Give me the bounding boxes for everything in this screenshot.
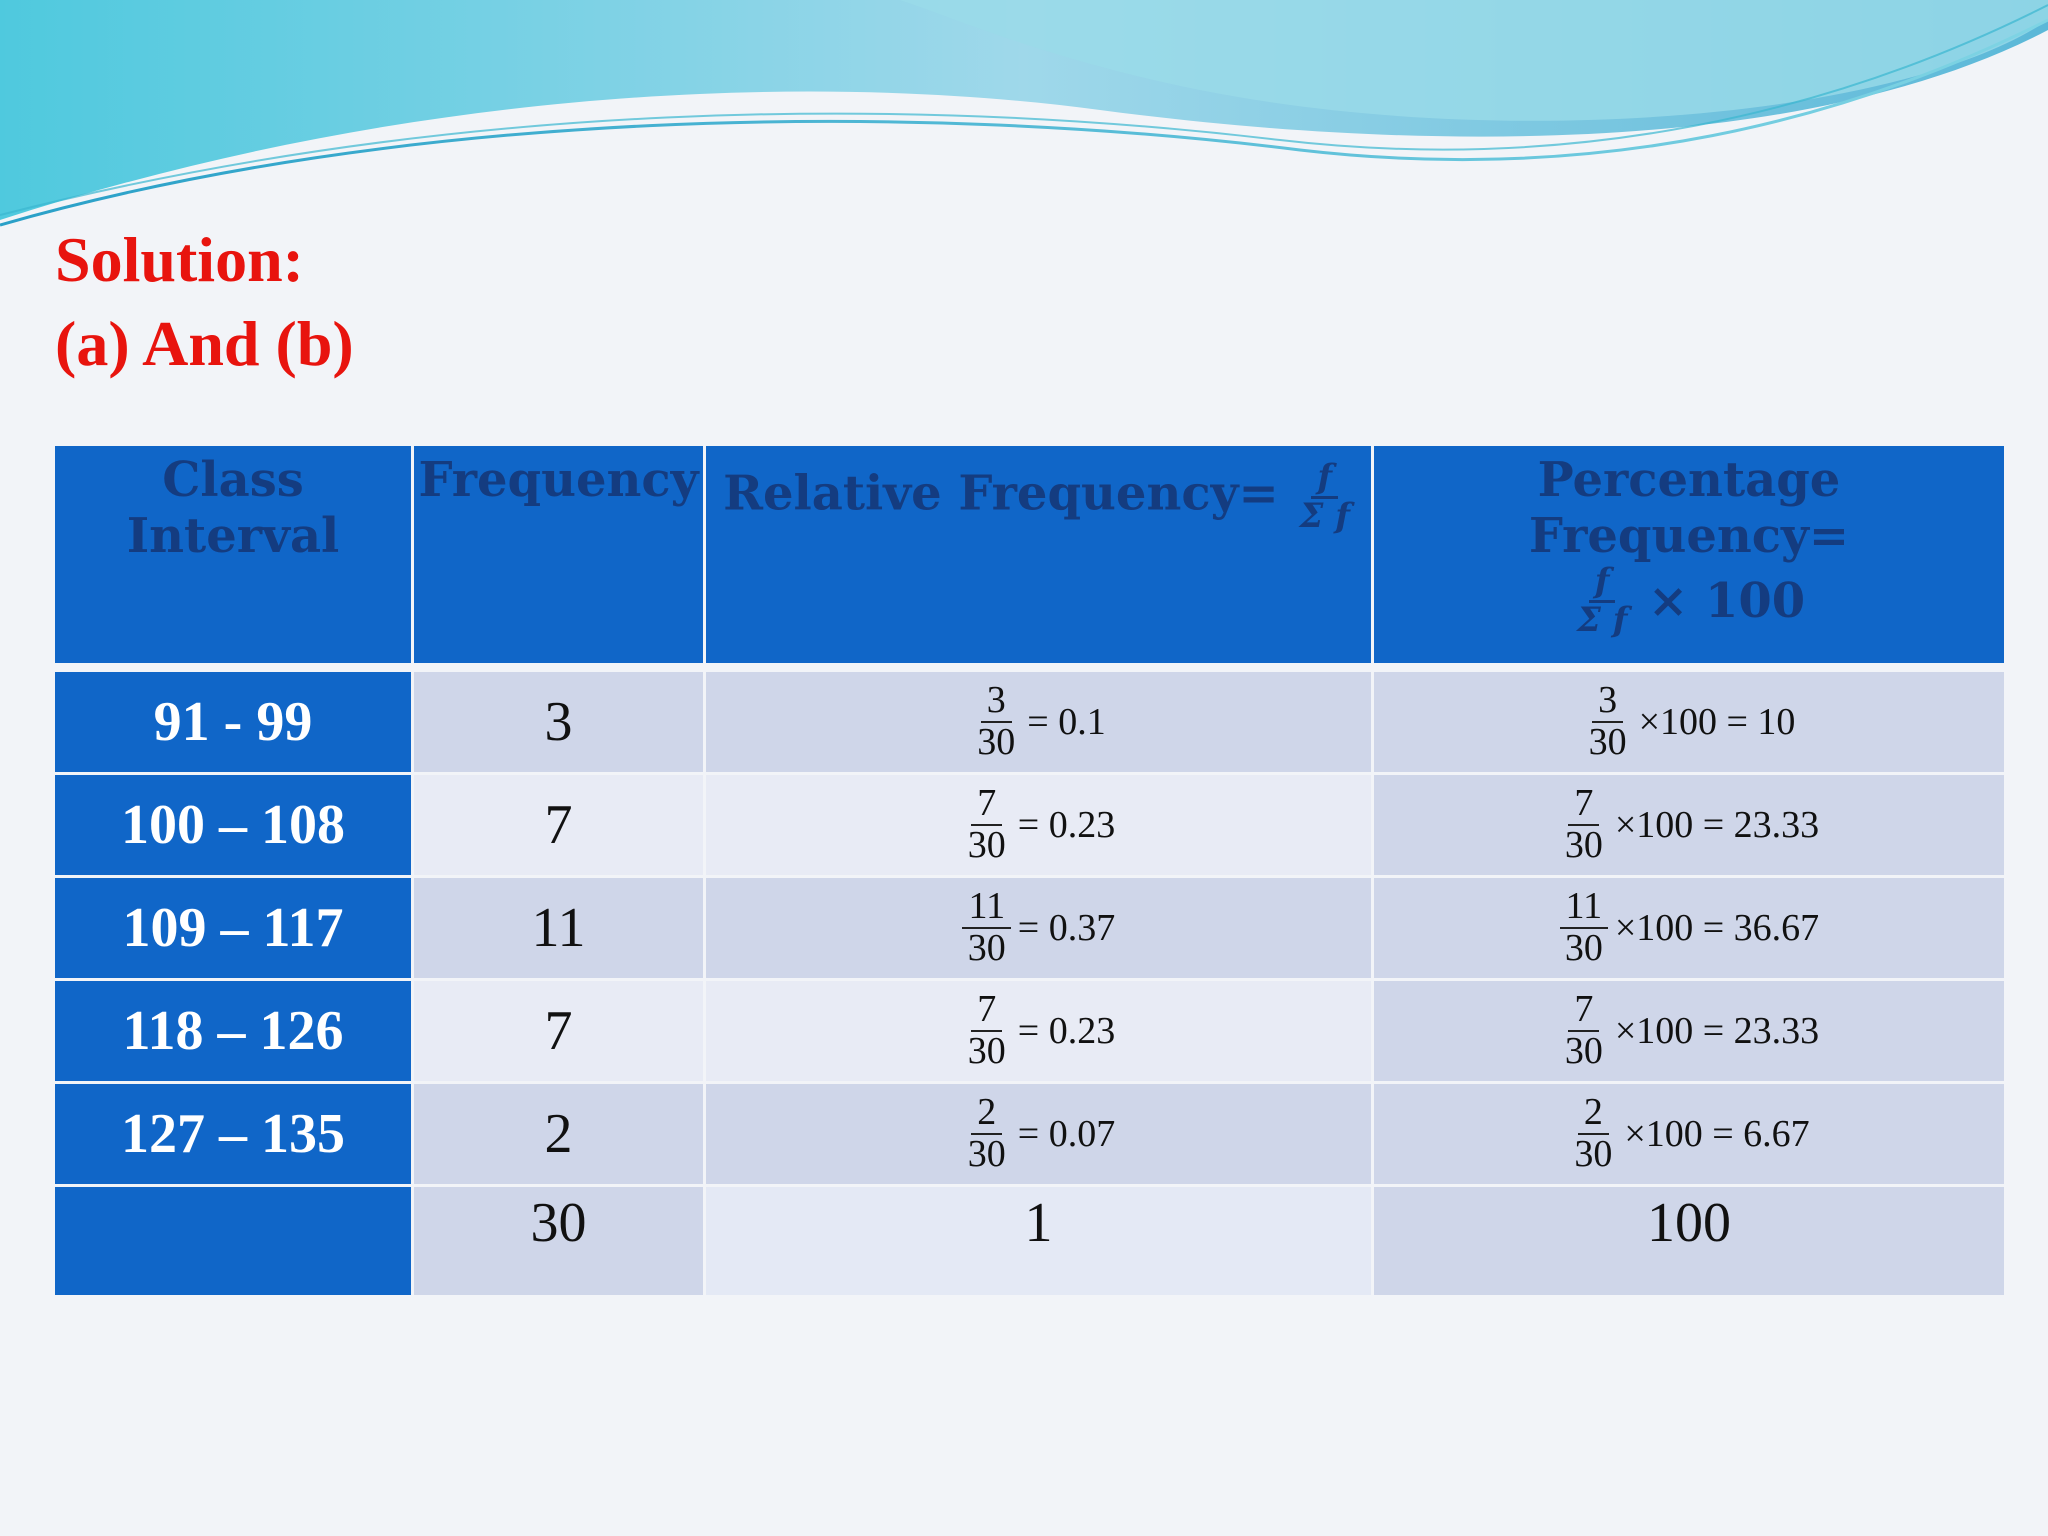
header-percentage-fraction — [1573, 561, 1632, 640]
header-percentage-formula — [1378, 561, 2000, 640]
percentage-frequency-cell — [1374, 878, 2004, 978]
percentage-result: ×100 = 23.33 — [1614, 1010, 1820, 1052]
percentage-num: 7 — [1568, 784, 1599, 826]
class-interval-cell: 100 – 108 — [55, 775, 411, 875]
total-class-cell — [55, 1187, 411, 1295]
header-class-interval — [55, 446, 411, 663]
header-frequency-label: Frequency — [418, 452, 699, 508]
relative-fraction — [971, 681, 1021, 763]
relative-result: = 0.1 — [1027, 701, 1106, 743]
header-relative-den: Σ f — [1299, 495, 1350, 536]
header-percentage-label: Percentage Frequency= — [1528, 452, 1850, 564]
table-row — [55, 1084, 2004, 1184]
percentage-fraction — [1583, 681, 1633, 763]
percentage-den: 30 — [1564, 1030, 1603, 1072]
relative-num: 7 — [971, 990, 1002, 1032]
relative-result: = 0.07 — [1017, 1113, 1116, 1155]
table-row — [55, 666, 2004, 772]
relative-frequency-cell — [706, 775, 1371, 875]
relative-result: = 0.23 — [1017, 804, 1116, 846]
percentage-result: ×100 = 10 — [1638, 701, 1796, 743]
header-frequency — [414, 446, 703, 663]
percentage-result: ×100 = 36.67 — [1614, 907, 1820, 949]
header-class-line2: Interval — [126, 508, 340, 564]
frequency-cell: 11 — [414, 878, 703, 978]
relative-result: = 0.23 — [1017, 1010, 1116, 1052]
relative-fraction — [962, 887, 1012, 969]
relative-fraction — [962, 784, 1012, 866]
total-frequency-cell: 30 — [414, 1187, 703, 1295]
relative-num: 11 — [962, 887, 1011, 929]
percentage-num: 3 — [1592, 681, 1623, 723]
percentage-num: 7 — [1568, 990, 1599, 1032]
percentage-den: 30 — [1574, 1133, 1613, 1175]
percentage-num: 2 — [1578, 1093, 1609, 1135]
relative-den: 30 — [977, 721, 1016, 763]
header-wave-decoration — [0, 0, 2048, 240]
percentage-result: ×100 = 23.33 — [1614, 804, 1820, 846]
percentage-fraction — [1559, 990, 1609, 1072]
relative-fraction — [962, 1093, 1012, 1175]
relative-den: 30 — [967, 1133, 1006, 1175]
header-class-line1: Class — [162, 452, 304, 508]
percentage-frequency-cell — [1374, 1084, 2004, 1184]
table-row — [55, 775, 2004, 875]
frequency-cell: 2 — [414, 1084, 703, 1184]
relative-result: = 0.37 — [1017, 907, 1116, 949]
table-row — [55, 981, 2004, 1081]
relative-frequency-cell — [706, 981, 1371, 1081]
relative-frequency-cell — [706, 1084, 1371, 1184]
part-heading: (a) And (b) — [55, 308, 354, 379]
header-percentage-den: Σ f — [1576, 599, 1628, 640]
total-percentage-cell: 100 — [1374, 1187, 2004, 1295]
relative-den: 30 — [967, 927, 1006, 969]
percentage-num: 11 — [1560, 887, 1609, 929]
class-interval-cell: 127 – 135 — [55, 1084, 411, 1184]
relative-num: 3 — [981, 681, 1012, 723]
solution-heading: Solution: — [55, 224, 304, 295]
frequency-table — [52, 443, 2007, 1298]
header-relative-num: f — [1311, 460, 1338, 499]
percentage-den: 30 — [1564, 824, 1603, 866]
relative-den: 30 — [967, 1030, 1006, 1072]
header-percentage-times: × 100 — [1648, 573, 1806, 630]
relative-num: 7 — [971, 784, 1002, 826]
frequency-cell: 7 — [414, 981, 703, 1081]
total-relative-cell: 1 — [706, 1187, 1371, 1295]
percentage-den: 30 — [1564, 927, 1603, 969]
table-header-row — [55, 446, 2004, 663]
percentage-den: 30 — [1588, 721, 1627, 763]
relative-frequency-cell — [706, 666, 1371, 772]
frequency-cell: 7 — [414, 775, 703, 875]
header-relative-label: Relative Frequency= — [723, 465, 1279, 522]
header-relative-frequency — [706, 446, 1371, 663]
relative-den: 30 — [967, 824, 1006, 866]
relative-num: 2 — [971, 1093, 1002, 1135]
class-interval-cell: 109 – 117 — [55, 878, 411, 978]
header-percentage-num: f — [1589, 564, 1616, 603]
percentage-frequency-cell — [1374, 981, 2004, 1081]
percentage-frequency-cell — [1374, 775, 2004, 875]
class-interval-cell: 118 – 126 — [55, 981, 411, 1081]
percentage-fraction — [1559, 887, 1609, 969]
frequency-cell: 3 — [414, 666, 703, 772]
relative-frequency-cell — [706, 878, 1371, 978]
header-relative-fraction — [1295, 457, 1354, 536]
table-row — [55, 878, 2004, 978]
class-interval-cell: 91 - 99 — [55, 666, 411, 772]
percentage-frequency-cell — [1374, 666, 2004, 772]
percentage-result: ×100 = 6.67 — [1624, 1113, 1810, 1155]
percentage-fraction — [1568, 1093, 1618, 1175]
header-percentage-frequency — [1374, 446, 2004, 663]
relative-fraction — [962, 990, 1012, 1072]
percentage-fraction — [1559, 784, 1609, 866]
table-total-row — [55, 1187, 2004, 1295]
